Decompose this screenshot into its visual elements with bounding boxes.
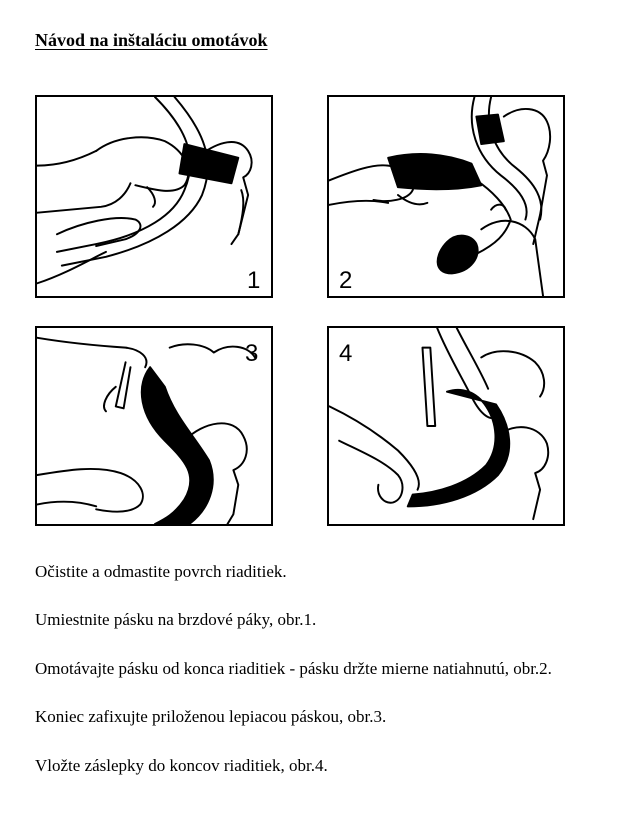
inserting-end-plug-illustration (329, 328, 563, 524)
page-title: Návod na inštaláciu omotávok (35, 30, 268, 50)
figure-1 (35, 95, 273, 298)
figure-number: 1 (247, 267, 261, 294)
figure-3 (35, 326, 273, 526)
figure-2 (327, 95, 565, 298)
hand-wrapping-tape-along-bar-illustration (329, 97, 563, 296)
figure-number: 3 (245, 340, 259, 367)
hand-wrapping-tape-start-illustration (37, 97, 271, 296)
tape-wrapped-around-bar-illustration (37, 328, 271, 524)
instruction-step-5: Vložte záslepky do koncov riaditiek, obr.4. (35, 756, 328, 775)
figure-number: 4 (339, 340, 353, 367)
figure-number: 2 (339, 267, 353, 294)
instruction-step-1: Očistite a odmastite povrch riaditiek. (35, 562, 287, 581)
instruction-step-4: Koniec zafixujte priloženou lepiacou páskou, obr.3. (35, 707, 387, 726)
instruction-step-3: Omotávajte pásku od konca riaditiek - pásku držte mierne natiahnutú, obr.2. (35, 659, 552, 678)
figure-4 (327, 326, 565, 526)
instruction-step-2: Umiestnite pásku na brzdové páky, obr.1. (35, 610, 317, 629)
